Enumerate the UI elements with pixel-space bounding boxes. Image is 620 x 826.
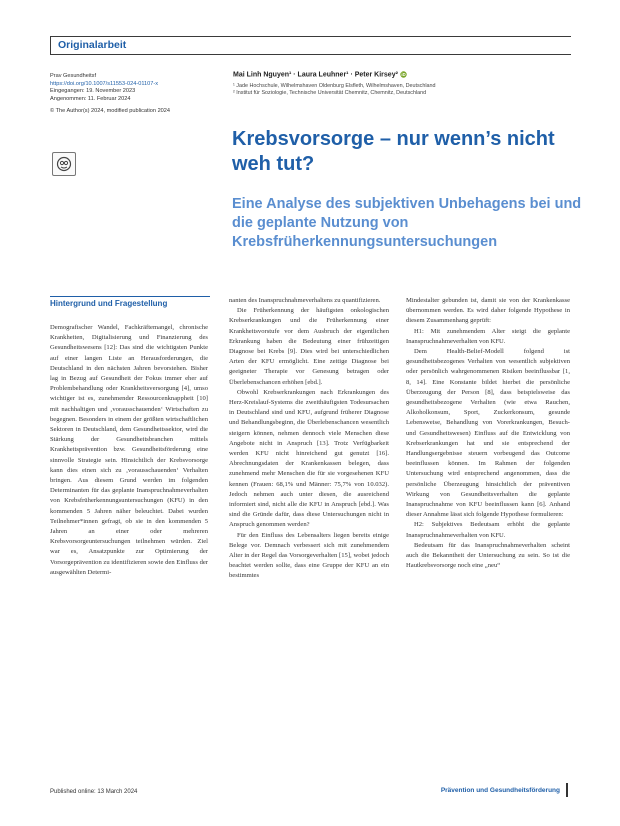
paragraph: Obwohl Krebserkrankungen nach Erkrankungen des Herz-Kreislauf-Systems die zweithäufigsten Todesursachen in Deutschland sind und KFU, aufgrund früherer Diagnose und Behandlungsbeginn, die Überlebenschancen wesentlich steigern können, nehmen dennoch viele Menschen diese Angebote nicht in Anspruch [13]. Trotz Verfügbarkeit werden KFU nicht hinreichend gut genutzt [16]. Abrechnungsdaten der Krankenkassen belegen, dass zunehmend mehr Menschen die für sie vorgesehenen KFU kennen (Frauen: 68,1% und Männer: 75,7% von 10.032). Jedoch nehmen auch unter diesen, die ausreichend informiert sind, nicht alle die KFU in Anspruch [ebd.]. Was sind die Gründe dafür, dass diese Untersuchungen nicht in Anspruch genommen werden?: [229, 388, 389, 529]
published-online: Published online: 13 March 2024: [50, 789, 138, 795]
paragraph: Die Früherkennung der häufigsten onkologischen Krebserkrankungen und die Früherkennung einer Krankheitsvorstufe vor dem Ausbruch der eigentlichen Erkrankung haben die Bedeutung einer frühzeitigen Diagnose bei Krebs [9]. Dies wird bei unterschiedlichen Arten der KFU ermöglicht. Eine zeitige Diagnose bei geeigneter Therapie vor Genesung betragen oder Überlebenschancen erhöhen [ebd.].: [229, 307, 389, 386]
orcid-icon[interactable]: [400, 71, 407, 78]
body-column-2: [229, 296, 389, 582]
article-subtitle: Eine Analyse des subjektiven Unbehagens bei und die geplante Nutzung von Krebsfrüherkennungsuntersuchungen: [232, 196, 582, 250]
article-type-bar: [50, 36, 571, 55]
paragraph: Für den Einfluss des Lebensalters liegen bereits einige Belege vor. Demnach verbessert sich mit zunehmendem Alter in der Regel das Vorsorgeverhalten [15], wobei jedoch beachtet werden sollte, dass eine Gruppe der KFU an ein bestimmtes: [229, 531, 389, 580]
hypothesis-h1: H1: Mit zunehmendem Alter steigt die geplante Inanspruchnahmeverhalten von KFU.: [406, 327, 570, 345]
body-column-1: [50, 323, 208, 578]
article-category: Originalarbeit: [58, 39, 127, 51]
article-meta: [50, 73, 210, 121]
paragraph: nanten des Inanspruchnahmeverhaltens zu quantifizieren.: [229, 297, 381, 304]
copyright-notice: © The Author(s) 2024, modified publication 2024: [50, 108, 171, 115]
author-names: Mai Linh Nguyen¹ · Laura Leuhner¹ · Peter Kirsey²: [233, 71, 398, 79]
journal-name: Prävention und Gesundheitsförderung: [440, 787, 560, 794]
journal-abbrev: Prav Gesundheitsf: [50, 73, 97, 79]
paragraph: Mindestalter gebunden ist, damit sie von der Krankenkasse übernommen werden. Es wird daher folgende Hypothese in diesem Zusammenhang geprüft:: [406, 297, 570, 325]
hypothesis-h2: H2: Subjektives Bedeutsam erhöht die geplante Inanspruchnahmeverhalten von KFU.: [406, 521, 570, 539]
open-access-icon[interactable]: [52, 152, 76, 176]
affiliation-2: ² Institut für Soziologie, Technische Universität Chemnitz, Chemnitz, Deutschland: [233, 90, 427, 97]
received-date: Eingegangen: 19. November 2023: [50, 88, 136, 95]
accepted-date: Angenommen: 11. Februar 2024: [50, 95, 131, 102]
doi-link[interactable]: https://doi.org/10.1007/s11553-024-01107-x: [50, 80, 159, 87]
body-column-3: [406, 296, 570, 571]
affiliations: [233, 83, 573, 98]
paragraph: Dem Health-Belief-Modell folgend ist gesundheitsbezogenes Verhalten von wesentlich subjektiven oder persönlich wahrgenommenen Risiken beeinflussbar [1, 8, 14]. Eine Konstante bildet hierbei die persönliche Überzeugung der Person [8], dass beispielsweise das gesundheitsbezogene Verhalten (wie etwa Rauchen, Alkoholkonsum, Sport, Zuckerkonsum, gesunde Lebensweise, Behandlung von Vorerkrankungen, Besuch- und Gesundheitswesen) Einfluss auf die Entwicklung von Krebserkrankungen hat und sie entsprechend der Handlungsergebnisse steuern vorbeugend das Outcome beeinflussen können. Im Rahmen der folgenden Untersuchung wird entsprechend angenommen, dass die persönliche Überzeugung hinsichtlich der präventiven Wirkung von Gesundheitsverhalten die geplante Inanspruchnahme von KFU beeinflussen kann [6]. Anhand dieser Annahme lässt sich folgende Hypothese formulieren:: [406, 348, 570, 519]
article-title: Krebsvorsorge – nur wenn’s nicht weh tut?: [232, 128, 555, 175]
affiliation-1: ¹ Jade Hochschule, Wilhelmshaven Oldenburg Elsfleth, Wilhelmshaven, Deutschland: [233, 83, 436, 89]
paragraph: Demografischer Wandel, Fachkräftemangel, chronische Krankheiten, Digitalisierung und Finanzierung des Gesundheitswesens [12]: Das sind die wichtigsten Punkte auf einer langen Liste an Herausforderungen, die Deutschland in den nächsten Jahren bevorstehen. Bisher lag in Bezug auf Gesundheit der Fokus immer eher auf Problembehandlung oder Krankheitsversorgung [4], umso wichtiger ist es, zunehmender Ressourcenknappheit [10] mit nachhaltigen und ‚vorausschauenden‘ Wirtschaften zu begegnen. Besonders in einem der größten wirtschaftlichen Sektoren in Deutschland, dem Gesundheitssektor, wird die Stärkung der Gesundheitsbranchen mittels Krankheitsprävention bzw. Gesundheitsförderung eine sinnvolle Strategie sein. Hinsichtlich der Krebsvorsorge kann dies einen sich zu ‚vorausschauenden‘ Verhalten bringen. Aus diesem Grund werden im folgenden Determinanten für das geplante Inanspruchnahmeverhalten von Krebsfrüherkennungsuntersuchungen (KFU) in den kommenden 5 Jahren näher beleuchtet. Dabei wurden Teilnehmer*innen gefragt, ob sie in den kommenden 5 Jahren an einer oder mehreren Krebsvorsorgeuntersuchungen teilnehmen würden. Ziel war es, Ansatzpunkte zur Optimierung der Vorsorgeprävention zu identifizieren sowie den Einfluss der ausgewählten Determi-: [50, 324, 208, 576]
svg-text:iD: iD: [401, 72, 406, 78]
paragraph: Bedeutsam für das Inanspruchnahmeverhalten scheint auch die Bekanntheit der Untersuchung zu sein. So ist die Hautkrebsvorsorge noch eine „neu“: [406, 541, 570, 570]
footer-divider: [566, 783, 568, 797]
section-heading: Hintergrund und Fragestellung: [50, 296, 210, 308]
author-list: [233, 71, 573, 78]
